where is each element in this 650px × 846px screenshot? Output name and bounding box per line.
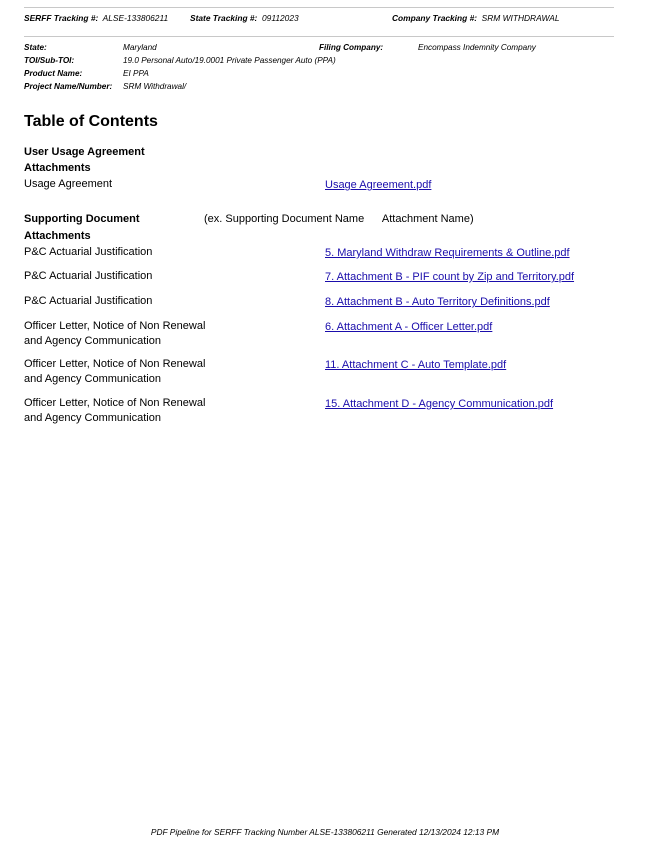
company-tracking: [392, 13, 560, 23]
state-label: State:: [24, 43, 47, 52]
toi-label: TOI/Sub-TOI:: [24, 56, 75, 65]
supporting-item-link[interactable]: 15. Attachment D - Agency Communication.pdf: [325, 398, 554, 410]
serff-tracking-value: ALSE-133806211: [102, 13, 169, 23]
serff-tracking-label: SERFF Tracking #:: [24, 13, 99, 23]
usage-agreement-label: Usage Agreement: [24, 178, 113, 190]
supporting-item-label: P&C Actuarial Justification: [24, 246, 153, 258]
supporting-document-note: (ex. Supporting Document Name Attachment Name): [204, 213, 474, 225]
user-usage-attachments-heading: Attachments: [24, 162, 91, 174]
supporting-item-label: Officer Letter, Notice of Non Renewal and Agency Communication: [24, 320, 206, 347]
state-value: Maryland: [123, 43, 157, 52]
supporting-item-label: P&C Actuarial Justification: [24, 295, 153, 307]
supporting-item-link[interactable]: 8. Attachment B - Auto Territory Definitions.pdf: [325, 296, 550, 308]
filing-company-label: Filing Company:: [319, 43, 384, 52]
supporting-item-link[interactable]: 11. Attachment C - Auto Template.pdf: [325, 359, 507, 371]
project-name-value: SRM Withdrawal/: [123, 82, 187, 91]
supporting-item-label: Officer Letter, Notice of Non Renewal and Agency Communication: [24, 397, 206, 424]
serff-tracking: [24, 13, 168, 23]
company-tracking-value: SRM WITHDRAWAL: [481, 13, 560, 23]
project-name-label: Project Name/Number:: [24, 82, 113, 91]
product-name-label: Product Name:: [24, 69, 83, 78]
supporting-item-label: P&C Actuarial Justification: [24, 270, 153, 282]
supporting-item-label: Officer Letter, Notice of Non Renewal and Agency Communication: [24, 358, 206, 385]
supporting-item-link[interactable]: 7. Attachment B - PIF count by Zip and Territory.pdf: [325, 271, 575, 283]
page-title: Table of Contents: [24, 113, 158, 130]
toi-value: 19.0 Personal Auto/19.0001 Private Passenger Auto (PPA): [123, 56, 336, 65]
filing-company-value: Encompass Indemnity Company: [418, 43, 536, 52]
header-bottom-rule: [24, 36, 614, 37]
supporting-item-link[interactable]: 5. Maryland Withdraw Requirements & Outline.pdf: [325, 247, 570, 259]
state-tracking-value: 09112023: [262, 13, 299, 23]
usage-agreement-link[interactable]: Usage Agreement.pdf: [325, 179, 432, 191]
supporting-item-link[interactable]: 6. Attachment A - Officer Letter.pdf: [325, 321, 493, 333]
page-footer: PDF Pipeline for SERFF Tracking Number ALSE-133806211 Generated 12/13/2024 12:13 PM: [150, 827, 500, 837]
supporting-attachments-heading: Attachments: [24, 230, 91, 242]
state-tracking: [190, 13, 299, 23]
product-name-value: EI PPA: [123, 69, 149, 78]
state-tracking-label: State Tracking #:: [190, 13, 258, 23]
header-top-rule: [24, 7, 614, 8]
company-tracking-label: Company Tracking #:: [392, 13, 478, 23]
user-usage-heading: User Usage Agreement: [24, 146, 145, 158]
supporting-document-heading: Supporting Document: [24, 213, 140, 225]
